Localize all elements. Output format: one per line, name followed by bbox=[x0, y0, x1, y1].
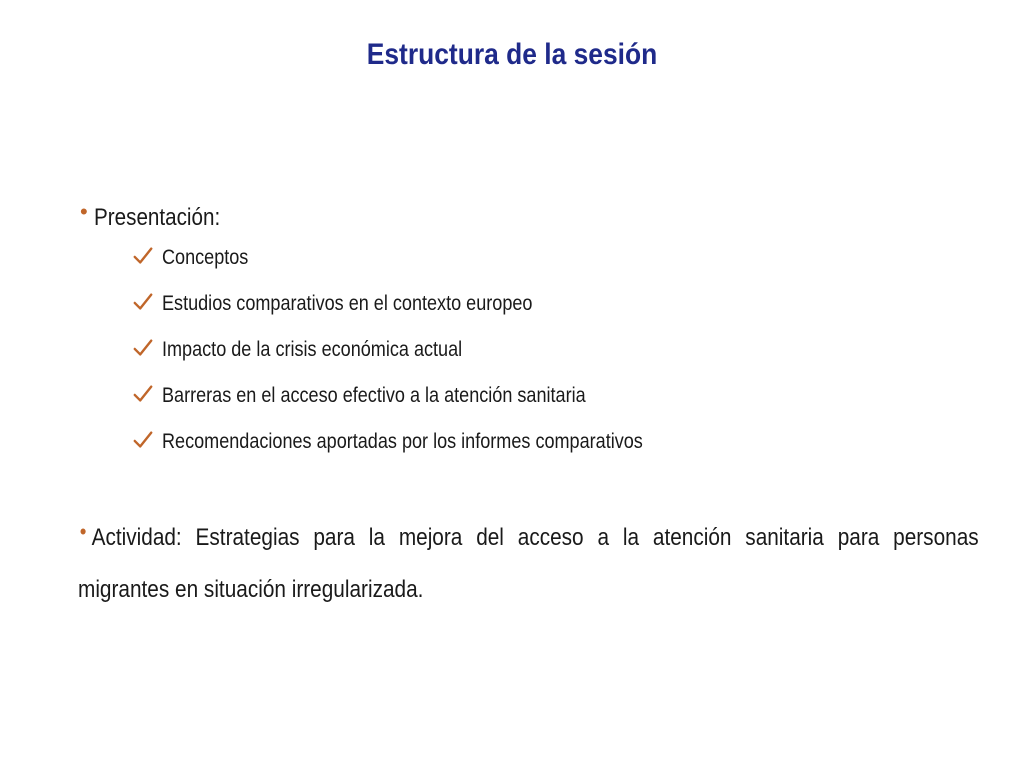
activity-paragraph bbox=[78, 512, 979, 616]
presentation-section bbox=[78, 192, 980, 244]
bullet-dot-icon: • bbox=[79, 519, 87, 544]
page-title: Estructura de la sesión bbox=[366, 38, 658, 71]
list-item bbox=[132, 286, 721, 332]
list-item bbox=[132, 424, 721, 470]
list-item bbox=[132, 332, 721, 378]
list-item-label: Conceptos bbox=[162, 246, 249, 269]
list-item-label: Impacto de la crisis económica actual bbox=[162, 338, 463, 361]
list-item-label: Recomendaciones aportadas por los informes comparativos bbox=[162, 430, 643, 453]
list-item bbox=[132, 240, 721, 286]
bullet-dot-icon: • bbox=[80, 199, 88, 224]
checkmark-icon bbox=[132, 337, 154, 359]
list-item-label: Barreras en el acceso efectivo a la atención sanitaria bbox=[162, 384, 586, 407]
checkmark-icon bbox=[132, 383, 154, 405]
checkmark-icon bbox=[132, 291, 154, 313]
activity-text: Actividad: Estrategias para la mejora del acceso a la atención sanitaria para personas migrantes en situación irregularizada. bbox=[78, 524, 979, 603]
checkmark-icon bbox=[132, 245, 154, 267]
activity-section bbox=[78, 512, 980, 616]
checkmark-icon bbox=[132, 429, 154, 451]
list-item bbox=[132, 378, 721, 424]
presentation-items-list bbox=[132, 240, 721, 470]
presentation-heading: Presentación: bbox=[93, 204, 220, 231]
presentation-bullet bbox=[78, 192, 980, 244]
list-item-label: Estudios comparativos en el contexto europeo bbox=[162, 292, 533, 315]
